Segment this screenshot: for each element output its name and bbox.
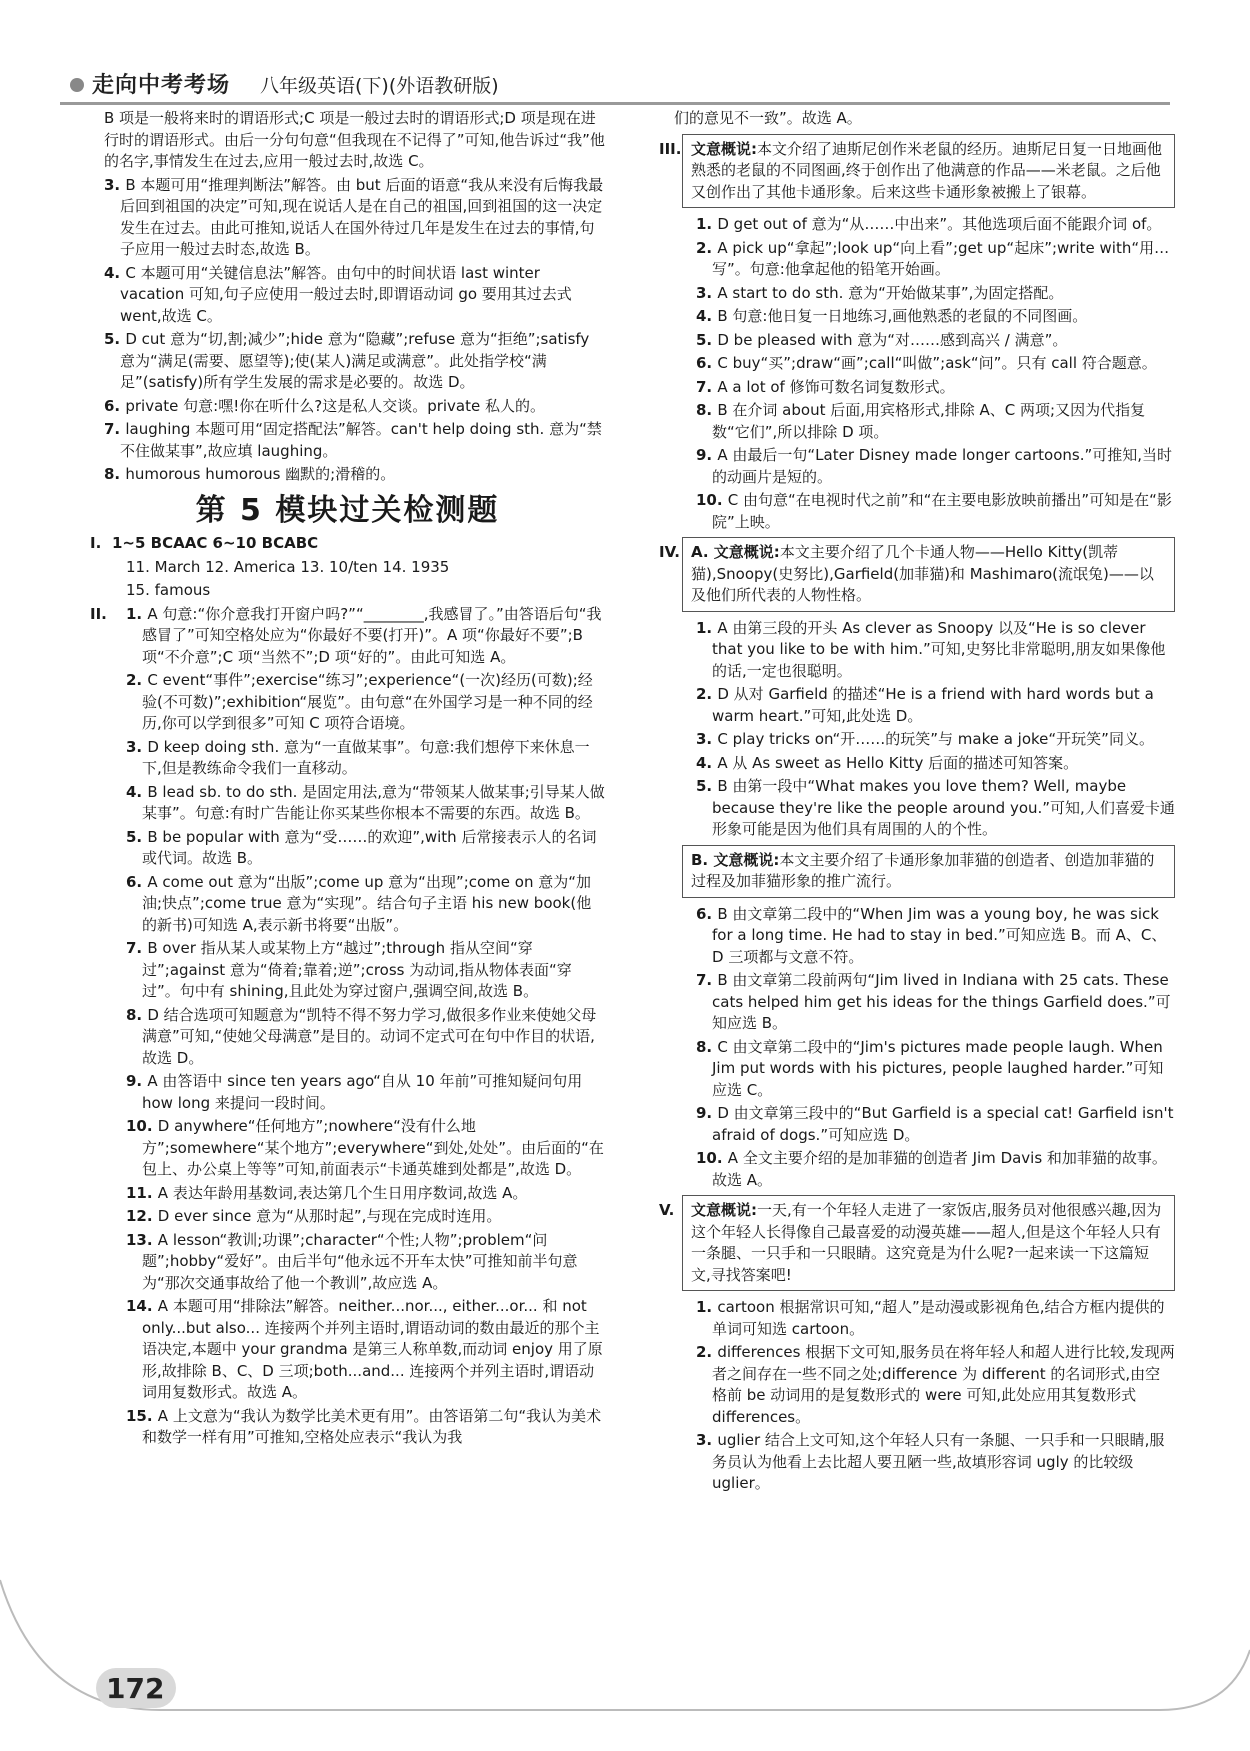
answer-text: D 结合选项可知题意为“凯特不得不努力学习,做很多作业来使她父母满意”可知,“使她父母满意”是目的。动词不定式可在句中作目的状语,故选 D。 [142,1005,597,1067]
right-column [660,108,1175,1497]
answer-text: A 全文主要介绍的是加菲猫的创造者 Jim Davis 和加菲猫的故事。故选 A。 [712,1149,1167,1189]
answer-item [682,445,1175,488]
summary-label: B. 文意概说: [691,850,780,869]
answer-text: cartoon 根据常识可知,“超人”是动漫或影视角色,结合方框内提供的单词可知选 cartoon。 [712,1298,1165,1338]
answer-number: 3. [696,730,718,748]
answer-text: A 上文意为“我认为数学比美术更有用”。由答语第二句“我认为美术和数学一样有用”可推知,空格处应表示“我认为我 [142,1406,602,1446]
answer-item [682,684,1175,727]
answer-text: differences 根据下文可知,服务员在将年轻人和超人进行比较,发现两者之间存在一些不同之处;difference 为 different 的名词形式,由空格前 be 动词用的是复数形式的 were 可知,此处应用其复数形式 differences。 [712,1343,1175,1426]
answer-text: B 由文章第二段中的“When Jim was a young boy, he was sick for a long time. He had to stay in bed.”可知应选 B。而 A、C、D 三项都与文意不符。 [712,904,1167,966]
answer-item [112,604,605,669]
answer-text: A 从 As sweet as Hello Kitty 后面的描述可知答案。 [717,753,1079,772]
answer-text: A start to do sth. 意为“开始做某事”,为固定搭配。 [717,283,1064,302]
answer-number: 3. [696,283,718,302]
answer-text: A 表达年龄用基数词,表达第几个生日用序数词,故选 A。 [157,1183,528,1202]
summary-label: 文意概说: [691,139,757,158]
answer-item [682,238,1175,281]
answer-item [682,400,1175,443]
answer-item [682,729,1175,751]
answer-text: C buy“买”;draw“画”;call“叫做”;ask“问”。只有 call 符合题意。 [717,354,1157,372]
answer-item [112,827,605,870]
answer-item [112,737,605,780]
answer-text: C 本题可用“关键信息法”解答。由句中的时间状语 last winter vacation 可知,句子应使用一般过去时,即谓语动词 go 要用其过去式 went,故选 C。 [120,263,572,325]
answer-number: 8. [104,465,126,483]
answer-item [90,263,605,328]
section-title: 第 5 模块过关检测题 [195,492,500,528]
summary-text: 一天,有一个年轻人走进了一家饭店,服务员对他很感兴趣,因为这个年轻人长得像自己最喜爱的动漫英雄——超人,但是这个年轻人只有一条腿、一只手和一只眼睛。这究竟是为什么呢?一起来读一下这篇短文,寻找答案吧! [691,1201,1162,1284]
answer-item [112,670,605,735]
answer-number: 7. [696,971,718,989]
answer-item [682,1148,1175,1191]
answer-item [682,377,1175,399]
answer-text: D cut 意为“切,割;减少”;hide 意为“隐藏”;refuse 意为“拒绝”;satisfy 意为“满足(需要、愿望等);使(某人)满足或满意”。此处指学校“满足”(satisfy)所有学生发展的需求是必要的。故选 D。 [120,330,590,391]
summary-text: 本文主要介绍了几个卡通人物——Hello Kitty(凯蒂猫),Snoopy(史努比),Garfield(加菲猫)和 Mashimaro(流氓兔)——以及他们所代表的人物性格。 [691,543,1154,604]
answer-item [112,1116,605,1181]
answer-number: 7. [696,377,718,396]
answer-item [682,330,1175,352]
answer-number: 5. [696,777,718,795]
summary-label: 文意概说: [691,1201,757,1219]
answer-item [90,419,605,462]
answer-item [682,353,1175,375]
answer-item [90,396,605,418]
answer-number: 10. [696,1149,728,1167]
header-rule [60,102,1170,105]
answer-number: 3. [126,737,148,756]
answer-number: 2. [696,685,718,703]
answer-item [682,618,1175,683]
summary-text: 本文介绍了迪斯尼创作米老鼠的经历。迪斯尼日复一日地画他熟悉的老鼠的不同图画,终于创作出了他满意的作品——米老鼠。之后他又创作出了其他卡通形象。后来这些卡通形象被搬上了银幕。 [691,139,1163,201]
answer-number: 4. [696,307,718,325]
answer-text: C 由文章第二段中的“Jim's pictures made people laugh. When Jim put words with his pictures, people laughed harder.”可知应选 C。 [712,1037,1164,1099]
page-header [60,66,1170,104]
part-2-label: II. [90,604,107,623]
answer-item [682,306,1175,328]
answer-number: 1. [696,618,718,637]
answer-number: 4. [696,753,718,772]
answer-number: 6. [696,354,718,372]
answer-text: D keep doing sth. 意为“一直做某事”。句意:我们想停下来休息一下,但是教练命令我们一直移动。 [142,737,590,777]
answer-text: A 由第三段的开头 As clever as Snoopy 以及“He is so clever that you like to be with him.”可知,史努比非常聪明,朋友如果像他的话,一定也很聪明。 [712,618,1166,680]
answer-item [112,1183,605,1205]
answer-item [90,175,605,261]
part-5-label: V. [659,1201,675,1219]
bullet-icon [70,78,84,92]
answer-text: B lead sb. to do sth. 是固定用法,意为“带领某人做某事;引导某人做某事”。句意:有时广告能让你买某些你根本不需要的东西。故选 B。 [142,782,605,822]
answer-text: A lesson“教训;功课”;character“个性;人物”;problem“问题”;hobby“爱好”。由后半句“他永远不开车太快”可推知前半句意为“那次交通事故给了他一个教训”,故应选 A。 [142,1230,578,1292]
answer-number: 9. [126,1072,148,1090]
answer-item [682,1430,1175,1495]
answer-item [682,970,1175,1035]
answer-number: 2. [126,671,148,689]
answer-number: 1. [126,604,148,623]
answer-text: A a lot of 修饰可数名词复数形式。 [717,377,955,396]
part-1-line-1: 1~5 BCAAC 6~10 BCABC [112,534,319,552]
answer-text: C event“事件”;exercise“练习”;experience“(一次)经历(可数);经验(不可数)”;exhibition“展览”。由句意“在外国学习是一种不同的经历,你可以学到很多”可知 C 项符合语境。 [142,671,593,732]
answer-text: C 由句意“在电视时代之前”和“在主要电影放映前播出”可知是在“影院”上映。 [712,491,1172,531]
answer-text: B 本题可用“推理判断法”解答。由 but 后面的语意“我从来没有后悔我最后回到祖国的决定”可知,现在说话人是在自己的祖国,回到祖国的这一决定发生在过去。由此可推知,说话人在国外待过几年是发生在过去的事情,句子应用一般过去时态,故选 B。 [120,175,604,258]
summary-label: A. 文意概说: [691,543,780,561]
answer-text: uglier 结合上文可知,这个年轻人只有一条腿、一只手和一只眼睛,服务员认为他看上去比超人要丑陋一些,故填形容词 ugly 的比较级 uglier。 [712,1431,1165,1492]
answer-number: 2. [696,1343,718,1361]
answer-number: 3. [696,1431,718,1449]
summary-box-5 [659,1195,1175,1291]
answer-item [112,1296,605,1404]
answer-list-part-4b [660,904,1175,1192]
answer-number: 7. [104,420,126,438]
answer-text: B be popular with 意为“受……的欢迎”,with 后常接表示人的名词或代词。故选 B。 [142,827,597,867]
answer-item [682,1297,1175,1340]
answer-number: 13. [126,1230,158,1249]
continued-text: 们的意见不一致”。故选 A。 [674,109,862,127]
part-2 [90,604,605,1449]
part-1-line-2: 11. March 12. America 13. 10/ten 14. 1935 [126,557,450,576]
intro-paragraph: B 项是一般将来时的谓语形式;C 项是一般过去时的谓语形式;D 项是现在进行时的谓语形式。由后一分句句意“但我现在不记得了”可知,他告诉过“我”他的名字,事情发生在过去,应用一般过去时,故选 C。 [104,109,605,170]
answer-number: 8. [126,1005,148,1024]
answer-text: B 句意:他日复一日地练习,画他熟悉的老鼠的不同图画。 [717,307,1088,325]
answer-text: B 在介词 about 后面,用宾格形式,排除 A、C 两项;又因为代指复数“它们”,所以排除 D 项。 [712,401,1146,441]
answer-number: 11. [126,1183,158,1202]
answer-number: 10. [696,491,728,509]
answer-item [90,329,605,394]
answer-item [112,1005,605,1070]
answer-list-part-3 [660,214,1175,533]
answer-text: B 由文章第二段前两句“Jim lived in Indiana with 25 cats. These cats helped him get his ideas for the things Garfield does.”可知应选 B。 [712,971,1171,1032]
answer-text: C play tricks on“开……的玩笑”与 make a joke“开玩笑”同义。 [717,730,1154,748]
answer-text: A 句意:“你介意我打开窗户吗?”“________,我感冒了。”由答语后句“我感冒了”可知空格处应为“你最好不要(打开)”。A 项“你最好不要”;B 项“不介意”;C 项“当然不”;D 项“好的”。由此可知选 A。 [142,604,602,666]
answer-item [682,214,1175,236]
answer-list-part-2 [112,604,605,1449]
part-1-label: I. [90,534,102,552]
answer-item [682,1103,1175,1146]
answer-item [682,1037,1175,1102]
answer-number: 5. [104,330,126,348]
answer-item [682,753,1175,775]
answer-number: 4. [126,782,148,801]
answer-item [682,776,1175,841]
answer-number: 12. [126,1207,158,1225]
answer-text: D anywhere“任何地方”;nowhere“没有什么地方”;somewhere“某个地方”;everywhere“到处,处处”。由后面的“在包上、办公桌上等等”可知,前面表示“卡通英雄到处都是”,故选 D。 [142,1117,604,1178]
answer-text: D 由文章第三段中的“But Garfield is a special cat! Garfield isn't afraid of dogs.”可知应选 D。 [712,1104,1174,1144]
summary-box-4b [682,845,1175,898]
answer-list-part-4a [660,618,1175,841]
part-1 [90,533,605,602]
answer-text: D be pleased with 意为“对……感到高兴 / 满意”。 [717,330,1068,349]
answer-text: D get out of 意为“从……中出来”。其他选项后面不能跟介词 of。 [717,215,1162,233]
page-corner-curve [0,1560,1250,1751]
answer-item [112,1071,605,1114]
answer-number: 8. [696,401,718,419]
answer-number: 4. [104,263,126,282]
answer-item [112,938,605,1003]
part-1-line-3: 15. famous [126,581,211,599]
answer-text: B 由第一段中“What makes you love them? Well, maybe because they're like the people around you.”可知,人们喜爱卡通形象可能是因为他们具有周围的人的个性。 [712,777,1175,838]
summary-box-4a [659,537,1175,612]
answer-number: 5. [696,330,718,349]
left-column [90,108,605,1451]
answer-number: 6. [126,872,148,891]
answer-item [112,1206,605,1228]
answer-item [682,904,1175,969]
answer-number: 2. [696,238,718,257]
answer-text: A 由答语中 since ten years ago“自从 10 年前”可推知疑问句用 how long 来提问一段时间。 [142,1072,583,1112]
answer-number: 3. [104,175,126,194]
answer-text: A come out 意为“出版”;come up 意为“出现”;come on 意为“加油;快点”;come true 意为“实现”。结合句子主语 his new book(他的新书)可知选 A,表示新书将要“出版”。 [142,872,592,934]
answer-number: 10. [126,1117,158,1135]
answer-text: A 由最后一句“Later Disney made longer cartoons.”可推知,当时的动画片是短的。 [712,446,1172,486]
book-subtitle: 八年级英语(下)(外语教研版) [260,75,499,97]
answer-item [112,1406,605,1449]
answer-number: 6. [104,396,126,415]
answer-item [112,872,605,937]
answer-number: 15. [126,1406,158,1425]
answer-text: A pick up“拿起”;look up“向上看”;get up“起床”;write with“用…写”。句意:他拿起他的铅笔开始画。 [712,238,1170,278]
part-3-label: III. [659,139,682,158]
answer-number: 9. [696,446,718,464]
answer-item [112,1230,605,1295]
answer-number: 9. [696,1104,718,1122]
answer-text: D ever since 意为“从那时起”,与现在完成时连用。 [157,1207,502,1225]
answer-number: 1. [696,215,718,233]
summary-text: 本文主要介绍了卡通形象加菲猫的创造者、创造加菲猫的过程及加菲猫形象的推广流行。 [691,850,1155,890]
answer-number: 8. [696,1037,718,1056]
answer-number: 7. [126,939,148,957]
answer-number: 5. [126,827,148,846]
answer-list-part-a [90,175,605,486]
answer-text: laughing 本题可用“固定搭配法”解答。can't help doing sth. 意为“禁不住做某事”,故应填 laughing。 [120,420,602,460]
answer-text: D 从对 Garfield 的描述“He is a friend with hard words but a warm heart.”可知,此处选 D。 [712,685,1154,725]
answer-item [112,782,605,825]
answer-text: A 本题可用“排除法”解答。neither...nor..., either...or... 和 not only...but also... 连接两个并列主语时,谓语动词的数由最近的那个主语决定,本题中 your grandma 是第三人称单数,而动词 enjoy 用了原形,故排除 B、C、D 三项;both...and... 连接两个并列主语时,谓语动词用复数形式。故选 A。 [142,1297,603,1401]
answer-item [90,464,605,486]
part-4-label: IV. [659,543,680,561]
answer-item [682,1342,1175,1428]
answer-text: private 句意:嘿!你在听什么?这是私人交谈。private 私人的。 [125,396,545,415]
answer-text: humorous humorous 幽默的;滑稽的。 [125,465,396,483]
answer-list-part-5 [660,1297,1175,1495]
answer-number: 6. [696,904,718,923]
answer-item [682,283,1175,305]
answer-text: B over 指从某人或某物上方“越过”;through 指从空间“穿过”;against 意为“倚着;靠着;逆”;cross 为动词,指从物体表面“穿过”。句中有 shining,且此处为穿过窗户,强调空间,故选 B。 [142,939,572,1000]
answer-item [682,490,1175,533]
summary-box-3 [659,134,1175,209]
page-number-badge [96,1668,176,1710]
answer-number: 14. [126,1297,158,1315]
page-number: 172 [106,1672,165,1705]
book-title: 走向中考考场 [92,73,231,98]
answer-number: 1. [696,1298,718,1316]
